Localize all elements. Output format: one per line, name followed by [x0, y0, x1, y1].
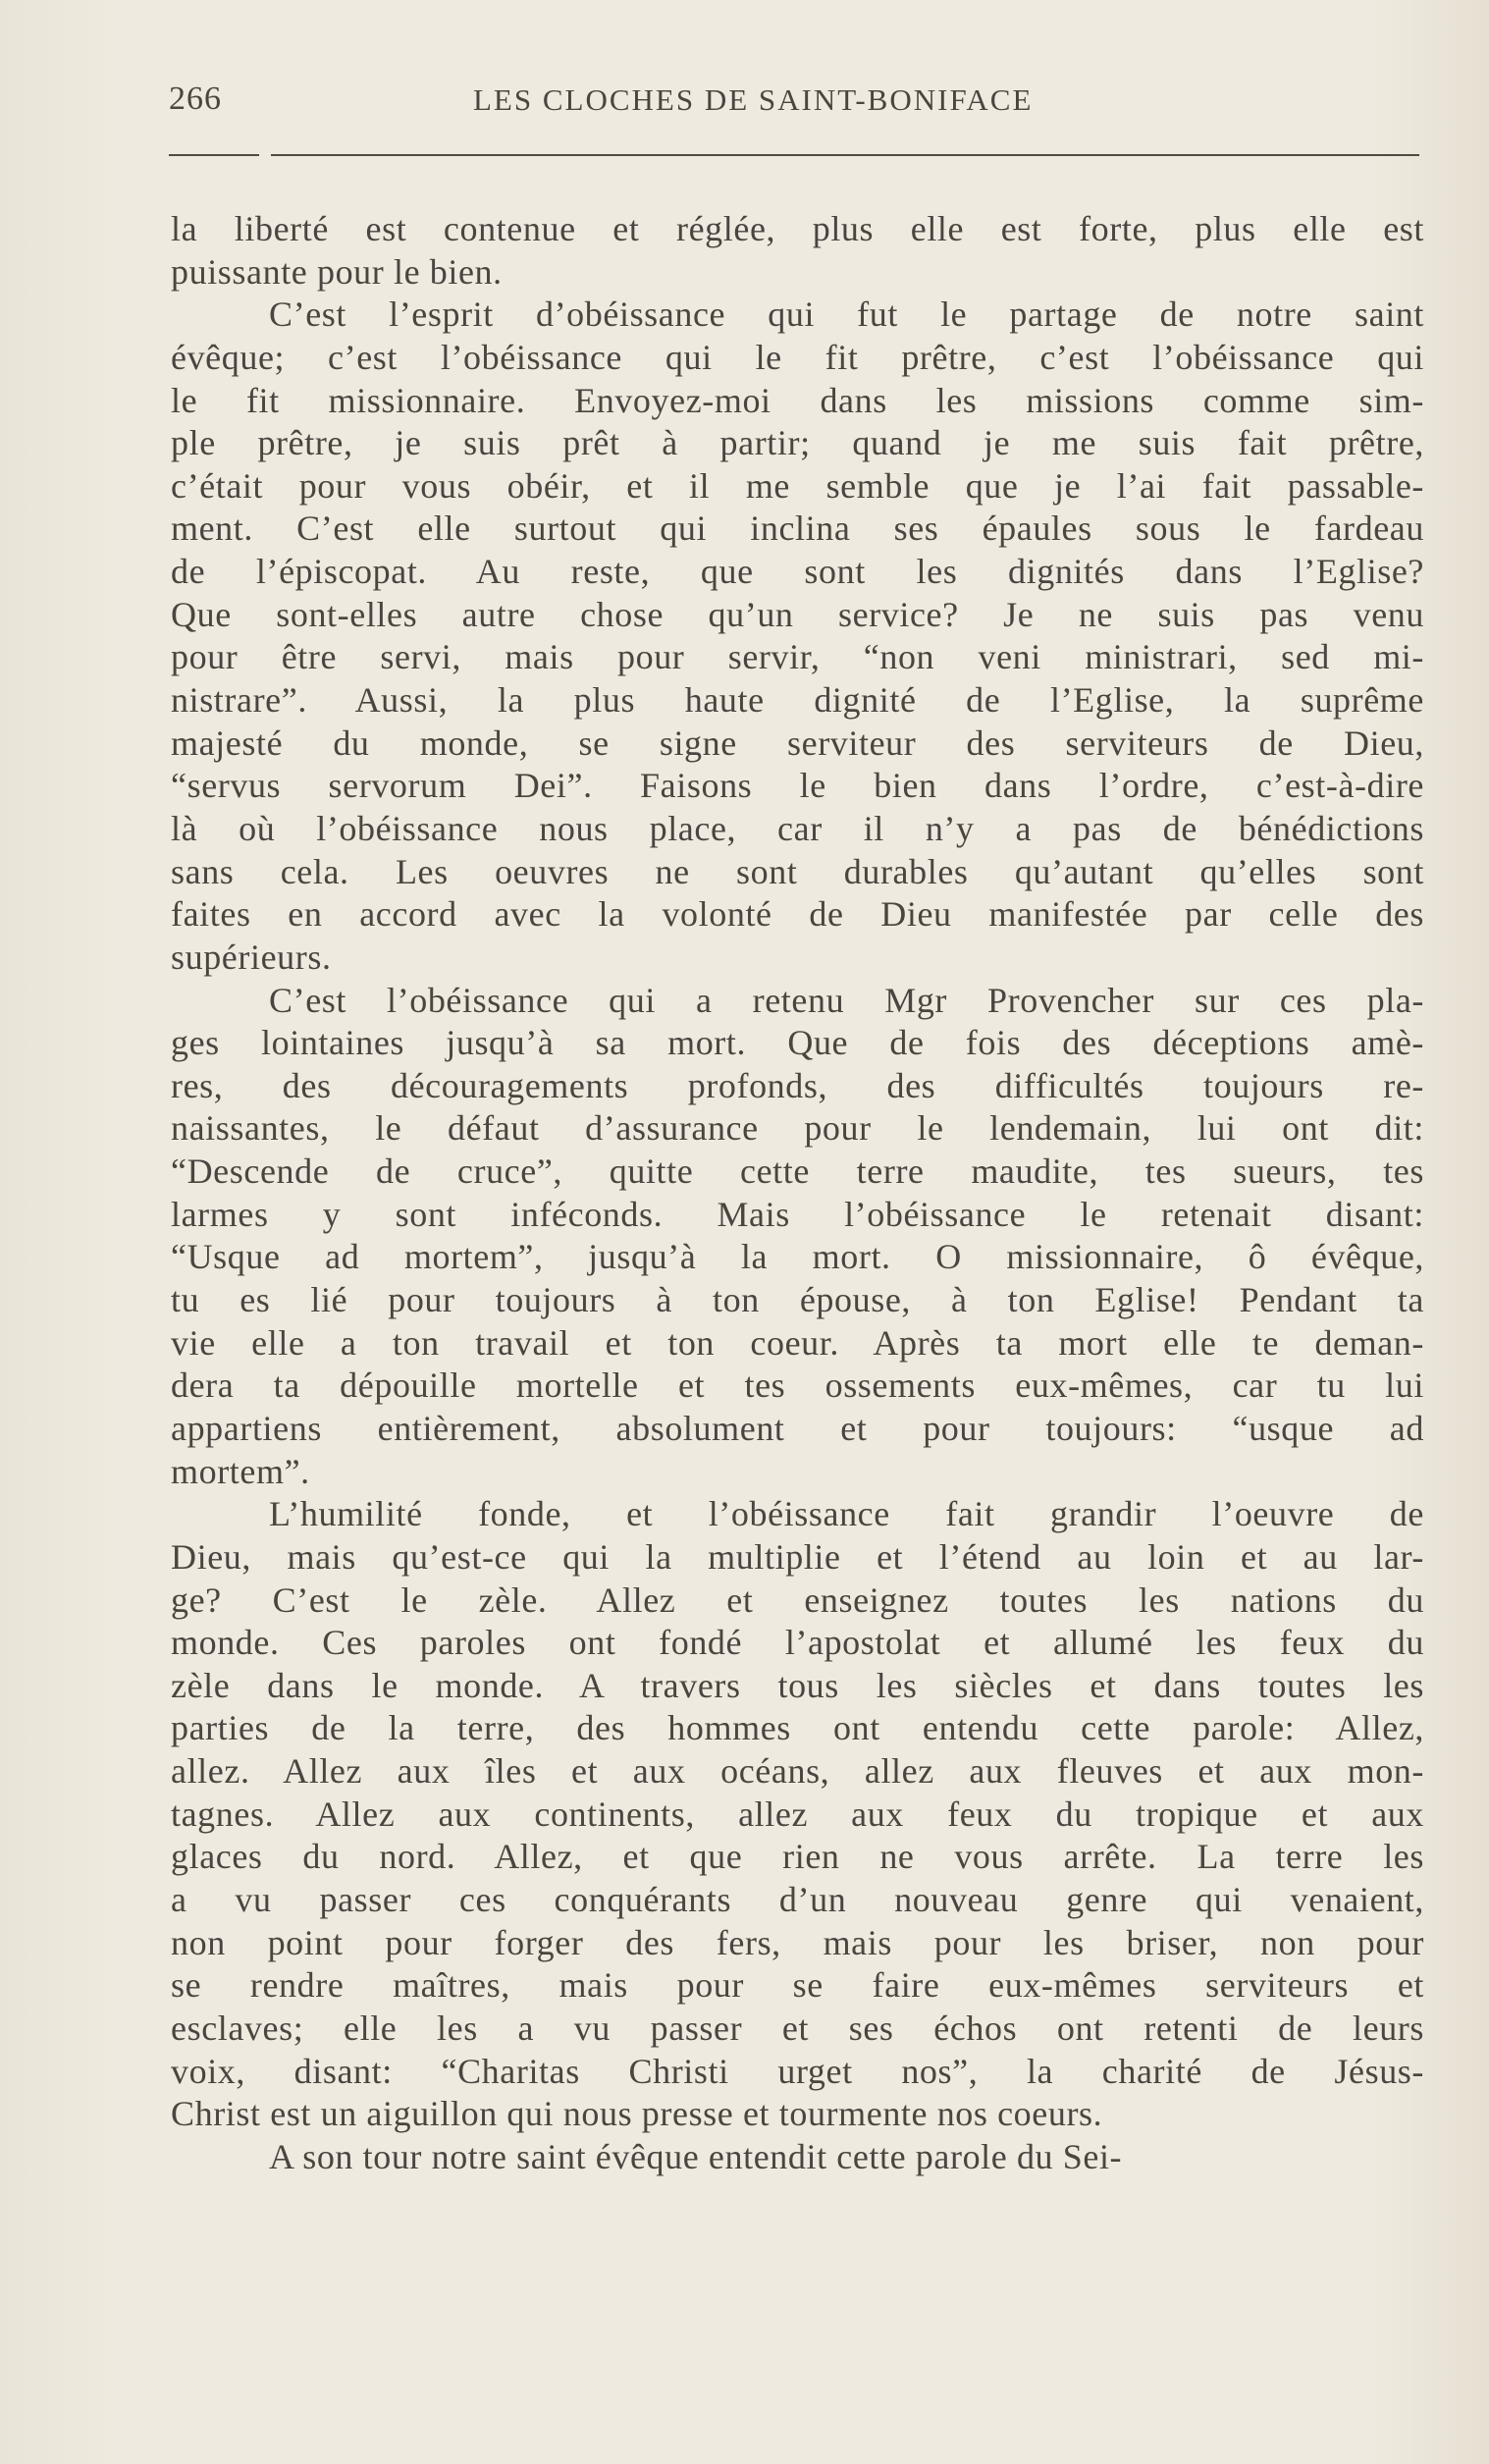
text-line: monde. Ces paroles ont fondé l’apostolat et allumé les feux du — [171, 1623, 1424, 1663]
text-line: nistrare”. Aussi, la plus haute dignité de l’Eglise, la suprême — [171, 680, 1424, 721]
text-line: L’humilité fonde, et l’obéissance fait grandir l’oeuvre de — [269, 1494, 1424, 1534]
header-rule-left — [169, 154, 259, 156]
text-line: ple prêtre, je suis prêt à partir; quand je me suis fait prêtre, — [171, 423, 1424, 463]
text-line: supérieurs. — [171, 937, 332, 977]
text-line: ment. C’est elle surtout qui inclina ses épaules sous le fardeau — [171, 509, 1424, 549]
text-line: majesté du monde, se signe serviteur des serviteurs de Dieu, — [171, 723, 1424, 763]
text-line: vie elle a ton travail et ton coeur. Après ta mort elle te deman- — [171, 1322, 1424, 1363]
page-number: 266 — [169, 80, 222, 117]
text-line: puissante pour le bien. — [171, 251, 503, 292]
text-line: Dieu, mais qu’est-ce qui la multiplie et l’étend au loin et au lar- — [171, 1536, 1424, 1577]
paragraph — [171, 1493, 1424, 2136]
text-line: Christ est un aiguillon qui nous presse et tourmente nos coeurs. — [171, 2094, 1103, 2134]
text-line: non point pour forger des fers, mais pour les briser, non pour — [171, 1922, 1424, 1962]
text-line: mortem”. — [171, 1451, 310, 1491]
text-line: res, des découragements profonds, des difficultés toujours re- — [171, 1065, 1424, 1105]
text-line: évêque; c’est l’obéissance qui le fit prêtre, c’est l’obéissance qui — [171, 337, 1424, 377]
text-line: Que sont-elles autre chose qu’un service? Je ne suis pas venu — [171, 594, 1424, 634]
text-line: faites en accord avec la volonté de Dieu manifestée par celle des — [171, 894, 1424, 935]
text-line: pour être servi, mais pour servir, “non veni ministrari, sed mi- — [171, 637, 1424, 677]
body-text — [171, 208, 1424, 2178]
text-line: zèle dans le monde. A travers tous les siècles et dans toutes les — [171, 1665, 1424, 1705]
text-line: C’est l’esprit d’obéissance qui fut le partage de notre saint — [269, 295, 1424, 335]
text-line: esclaves; elle les a vu passer et ses échos ont retenti de leurs — [171, 2008, 1424, 2048]
text-line: de l’épiscopat. Au reste, que sont les dignités dans l’Eglise? — [171, 552, 1424, 592]
text-line: allez. Allez aux îles et aux océans, allez aux fleuves et aux mon- — [171, 1751, 1424, 1792]
text-line: C’est l’obéissance qui a retenu Mgr Provencher sur ces pla- — [269, 980, 1424, 1020]
text-line: dera ta dépouille mortelle et tes ossements eux-mêmes, car tu lui — [171, 1366, 1424, 1406]
text-line: se rendre maîtres, mais pour se faire eux-mêmes serviteurs et — [171, 1965, 1424, 2006]
page-header — [169, 80, 1419, 120]
text-line: naissantes, le défaut d’assurance pour le lendemain, lui ont dit: — [171, 1108, 1424, 1149]
text-line: “Descende de cruce”, quitte cette terre maudite, tes sueurs, tes — [171, 1152, 1424, 1192]
paragraph — [171, 294, 1424, 979]
text-line: glaces du nord. Allez, et que rien ne vous arrête. La terre les — [171, 1837, 1424, 1877]
text-line: “Usque ad mortem”, jusqu’à la mort. O missionnaire, ô évêque, — [171, 1237, 1424, 1277]
text-line: ge? C’est le zèle. Allez et enseignez toutes les nations du — [171, 1580, 1424, 1620]
paragraph — [171, 2136, 1424, 2179]
text-line: voix, disant: “Charitas Christi urget nos”, la charité de Jésus- — [171, 2051, 1424, 2091]
text-line: là où l’obéissance nous place, car il n’y a pas de bénédictions — [171, 808, 1424, 848]
paragraph — [171, 208, 1424, 294]
text-line: tagnes. Allez aux continents, allez aux feux du tropique et aux — [171, 1794, 1424, 1834]
text-line: appartiens entièrement, absolument et pour toujours: “usque ad — [171, 1408, 1424, 1448]
running-head: LES CLOCHES DE SAINT-BONIFACE — [473, 82, 1034, 117]
text-line: c’était pour vous obéir, et il me semble que je l’ai fait passable- — [171, 465, 1424, 506]
header-rule-right — [271, 154, 1419, 156]
text-line: larmes y sont inféconds. Mais l’obéissance le retenait disant: — [171, 1194, 1424, 1234]
text-line: ges lointaines jusqu’à sa mort. Que de fois des déceptions amè- — [171, 1023, 1424, 1063]
paragraph — [171, 980, 1424, 1494]
text-line: tu es lié pour toujours à ton épouse, à ton Eglise! Pendant ta — [171, 1280, 1424, 1320]
text-line: la liberté est contenue et réglée, plus elle est forte, plus elle est — [171, 209, 1424, 248]
text-line: “servus servorum Dei”. Faisons le bien dans l’ordre, c’est-à-dire — [171, 766, 1424, 806]
text-line: A son tour notre saint évêque entendit cette parole du Sei- — [269, 2136, 1123, 2176]
text-line: le fit missionnaire. Envoyez-moi dans les missions comme sim- — [171, 380, 1424, 420]
text-line: a vu passer ces conquérants d’un nouveau genre qui venaient, — [171, 1879, 1424, 1919]
text-line: sans cela. Les oeuvres ne sont durables qu’autant qu’elles sont — [171, 851, 1424, 891]
text-line: parties de la terre, des hommes ont entendu cette parole: Allez, — [171, 1708, 1424, 1748]
